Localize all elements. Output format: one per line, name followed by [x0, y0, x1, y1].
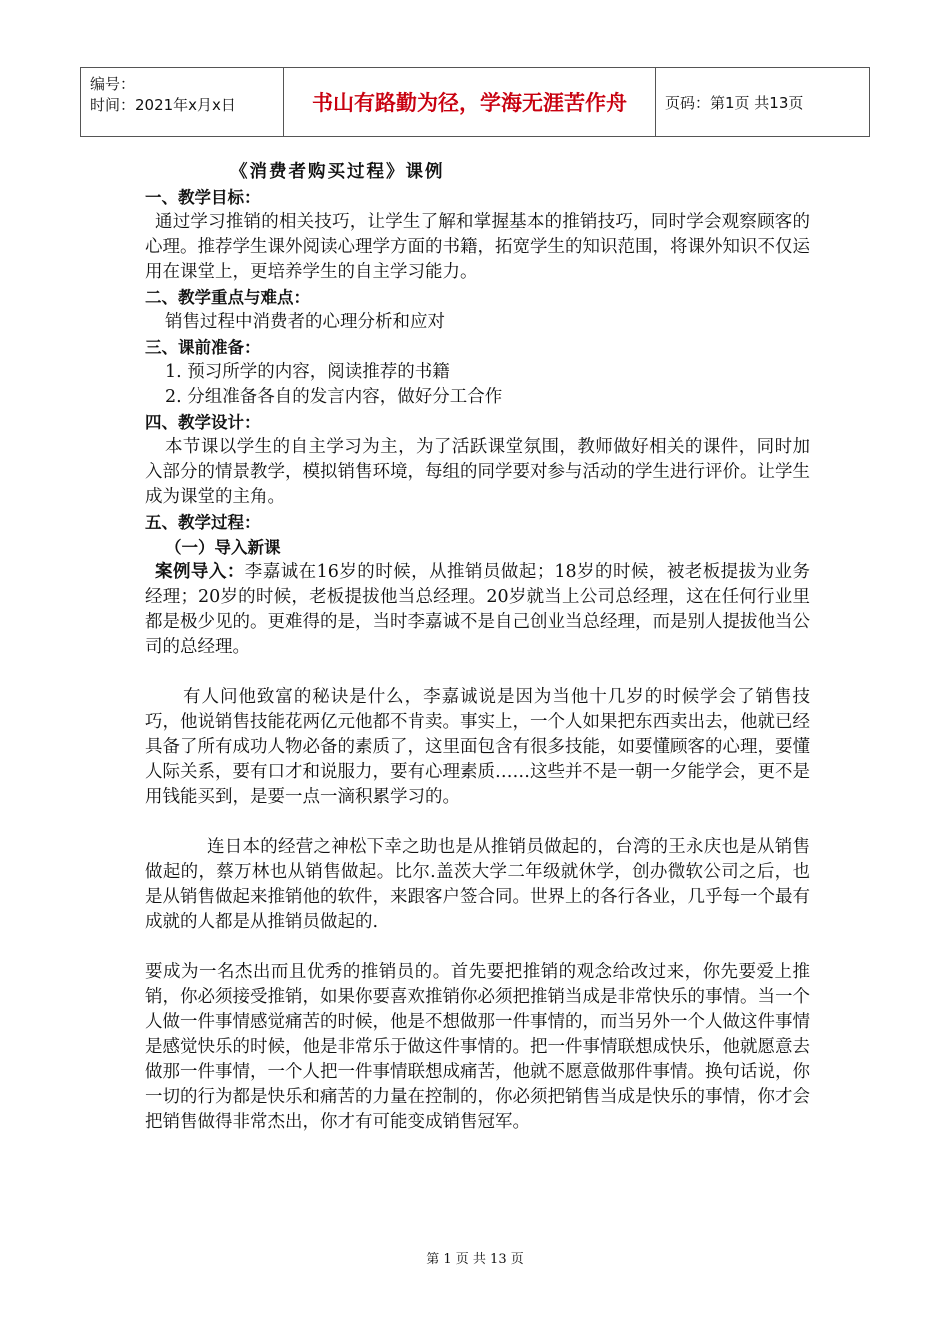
paragraph-objectives: 通过学习推销的相关技巧，让学生了解和掌握基本的推销技巧，同时学会观察顾客的心理。推荐学生课外阅读心理学方面的书籍，拓宽学生的知识范围，将课外知识不仅运用在课堂上，更培养学生的自主学习能力。	[145, 212, 810, 282]
section-heading-design: 四、教学设计：	[145, 413, 261, 432]
document-body	[145, 160, 810, 1135]
section-heading-process: 五、教学过程：	[145, 513, 261, 532]
document-title: 《消费者购买过程》课例	[230, 162, 445, 182]
paragraph-design: 本节课以学生的自主学习为主，为了活跃课堂氛围，教师做好相关的课件，同时加入部分的情景教学，模拟销售环境，每组的同学要对参与活动的学生进行评价。让学生成为课堂的主角。	[145, 437, 810, 507]
time-label: 时间：2021年x月x日	[90, 96, 236, 114]
case-body: 李嘉诚在16岁的时候，从推销员做起；18岁的时候，被老板提拔为业务经理；20岁的时候，老板提拔他当总经理。20岁就当上公司总经理，这在任何行业里都是极少见的。更难得的是，当时李嘉诚不是自己创业当总经理，而是别人提拔他当公司的总经理。	[145, 562, 810, 657]
paragraph: 有人问他致富的秘诀是什么，李嘉诚说是因为当他十几岁的时候学会了销售技巧，他说销售技能花两亿元他都不肯卖。事实上，一个人如果把东西卖出去，他就已经具备了所有成功人物必备的素质了，这里面包含有很多技能，如要懂顾客的心理，要懂人际关系，要有口才和说服力，要有心理素质……这些并不是一朝一夕能学会，更不是用钱能买到，是要一点一滴积累学习的。	[145, 687, 810, 807]
section-heading-objectives: 一、教学目标：	[145, 188, 261, 207]
section-heading-preparation: 三、课前准备：	[145, 338, 261, 357]
header-meta-cell	[81, 68, 284, 136]
spacer	[145, 660, 810, 685]
list-item: 2. 分组准备各自的发言内容，做好分工合作	[165, 387, 503, 407]
motto: 书山有路勤为径，学海无涯苦作舟	[284, 68, 656, 136]
page-info: 页码：第1页 共13页	[665, 93, 804, 112]
spacer	[145, 935, 810, 960]
paragraph-case	[145, 560, 810, 660]
page-footer: 第 1 页 共 13 页	[426, 1252, 524, 1267]
paragraph: 要成为一名杰出而且优秀的推销员的。首先要把推销的观念给改过来，你先要爱上推销，你必须接受推销，如果你要喜欢推销你必须把推销当成是非常快乐的事情。当一个人做一件事情感觉痛苦的时候，他是不想做那一件事情的，而当另外一个人做这件事情是感觉快乐的时候，他是非常乐于做这件事情的。把一件事情联想成快乐，他就愿意去做那一件事情，一个人把一件事情联想成痛苦，他就不愿意做那件事情。换句话说，你一切的行为都是快乐和痛苦的力量在控制的，你必须把销售当成是快乐的事情，你才会把销售做得非常杰出，你才有可能变成销售冠军。	[145, 962, 810, 1132]
number-label: 编号：	[90, 75, 136, 93]
paragraph: 连日本的经营之神松下幸之助也是从推销员做起的，台湾的王永庆也是从销售做起的，蔡万林也从销售做起。比尔.盖茨大学二年级就休学，创办微软公司之后，也是从销售做起来推销他的软件，来跟客户签合同。世界上的各行各业，几乎每一个最有成就的人都是从推销员做起的.	[145, 837, 810, 932]
header-table	[80, 67, 870, 137]
list-item: 1. 预习所学的内容，阅读推荐的书籍	[165, 362, 450, 382]
section-heading-key-points: 二、教学重点与难点：	[145, 288, 310, 307]
case-lead: 案例导入：	[155, 562, 245, 582]
subsection-heading-intro: （一）导入新课	[165, 538, 281, 557]
spacer	[145, 810, 810, 835]
paragraph-key-points: 销售过程中消费者的心理分析和应对	[165, 312, 445, 332]
